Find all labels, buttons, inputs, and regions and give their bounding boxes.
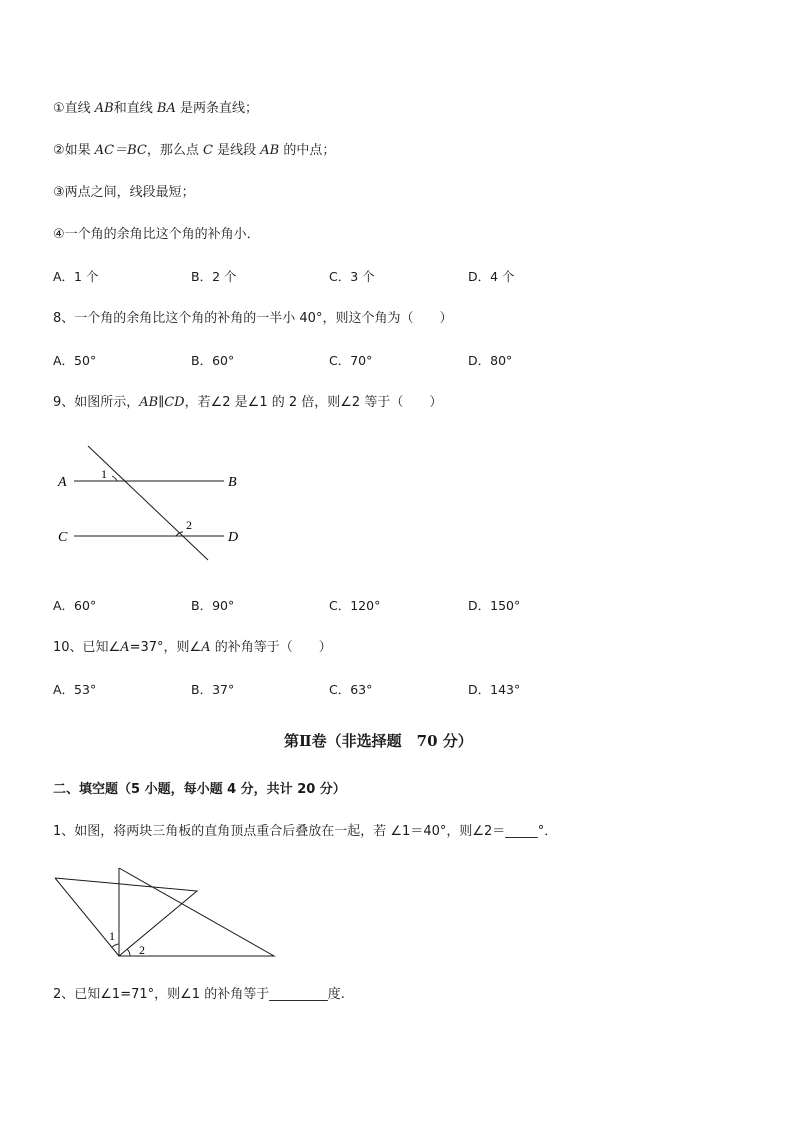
q9-option-c: C．120°	[329, 598, 381, 613]
statement-2-point-c: C	[203, 143, 213, 158]
q10-option-b: B．37°	[191, 682, 235, 697]
statement-2	[53, 142, 335, 160]
transversal	[88, 446, 208, 560]
label-d: D	[228, 530, 239, 545]
fill-label-angle-1: 1	[109, 929, 115, 943]
q10-angle-a2: A	[201, 640, 211, 655]
fill-1-figure	[50, 862, 280, 962]
angle-1-arc	[112, 476, 117, 481]
statement-2-segment-ab: AB	[260, 143, 280, 158]
q9-option-a: A．60°	[53, 598, 97, 613]
label-c: C	[58, 530, 68, 545]
q10-pre: 10、已知∠	[53, 640, 121, 655]
q9-option-b: B．90°	[191, 598, 235, 613]
label-b: B	[228, 475, 237, 490]
q10-option-a: A．53°	[53, 682, 97, 697]
fill-angle-1-arc	[112, 944, 119, 947]
q9-post: ，若∠2 是∠1 的 2 倍，则∠2 等于（ ）	[184, 395, 443, 410]
q8-option-d: D．80°	[468, 353, 513, 368]
fill-2-text: 2、已知∠1=71°，则∠1 的补角等于_________度.	[53, 987, 345, 1002]
statement-2-mid2: 是线段	[212, 143, 261, 158]
label-a: A	[58, 475, 67, 490]
part-2-heading: 二、填空题（5 小题，每小题 4 分，共计 20 分）	[53, 782, 346, 797]
q10-angle-a1: A	[120, 640, 130, 655]
q10-mid: =37°，则∠	[129, 640, 202, 655]
statement-3: ③两点之间，线段最短；	[53, 185, 195, 200]
q7-option-b: B．2 个	[191, 269, 237, 284]
fill-1-text: 1、如图，将两块三角板的直角顶点重合后叠放在一起，若 ∠1＝40°，则∠2＝_____°．	[53, 824, 558, 839]
statement-1-post: 是两条直线；	[175, 101, 258, 116]
fill-label-angle-2: 2	[139, 943, 145, 957]
q8-option-c: C．70°	[329, 353, 373, 368]
q7-option-d: D．4 个	[468, 269, 515, 284]
triangle-1	[55, 878, 197, 956]
q7-option-a: A．1 个	[53, 269, 99, 284]
fill-angle-2-arc	[127, 949, 130, 956]
statement-2-pre: ②如果	[53, 143, 95, 158]
q10-text	[53, 639, 332, 657]
statement-2-post: 的中点；	[279, 143, 336, 158]
q8-option-b: B．60°	[191, 353, 235, 368]
q10-option-d: D．143°	[468, 682, 521, 697]
q10-post: 的补角等于（ ）	[210, 640, 332, 655]
statement-2-equation: AC＝BC	[94, 143, 147, 158]
statement-2-mid: ，那么点	[146, 143, 204, 158]
q9-text	[53, 394, 442, 412]
statement-1-pre: ①直线	[53, 101, 95, 116]
q7-option-c: C．3 个	[329, 269, 375, 284]
q9-option-d: D．150°	[468, 598, 521, 613]
statement-1-ab: AB	[94, 101, 114, 116]
q9-figure	[50, 440, 260, 565]
statement-1-ba: BA	[156, 101, 176, 116]
statement-4: ④一个角的余角比这个角的补角小．	[53, 227, 260, 242]
label-angle-2: 2	[186, 518, 192, 532]
q9-pre: 9、如图所示，	[53, 395, 140, 410]
statement-1	[53, 100, 258, 118]
q9-parallel: AB∥CD	[139, 395, 185, 410]
label-angle-1: 1	[101, 467, 107, 481]
q8-option-a: A．50°	[53, 353, 97, 368]
section-2-title: 第Ⅱ卷（非选择题 70 分）	[284, 732, 473, 750]
q10-option-c: C．63°	[329, 682, 373, 697]
q8-text: 8、一个角的余角比这个角的补角的一半小 40°，则这个角为（ ）	[53, 311, 453, 326]
statement-1-mid: 和直线	[113, 101, 157, 116]
